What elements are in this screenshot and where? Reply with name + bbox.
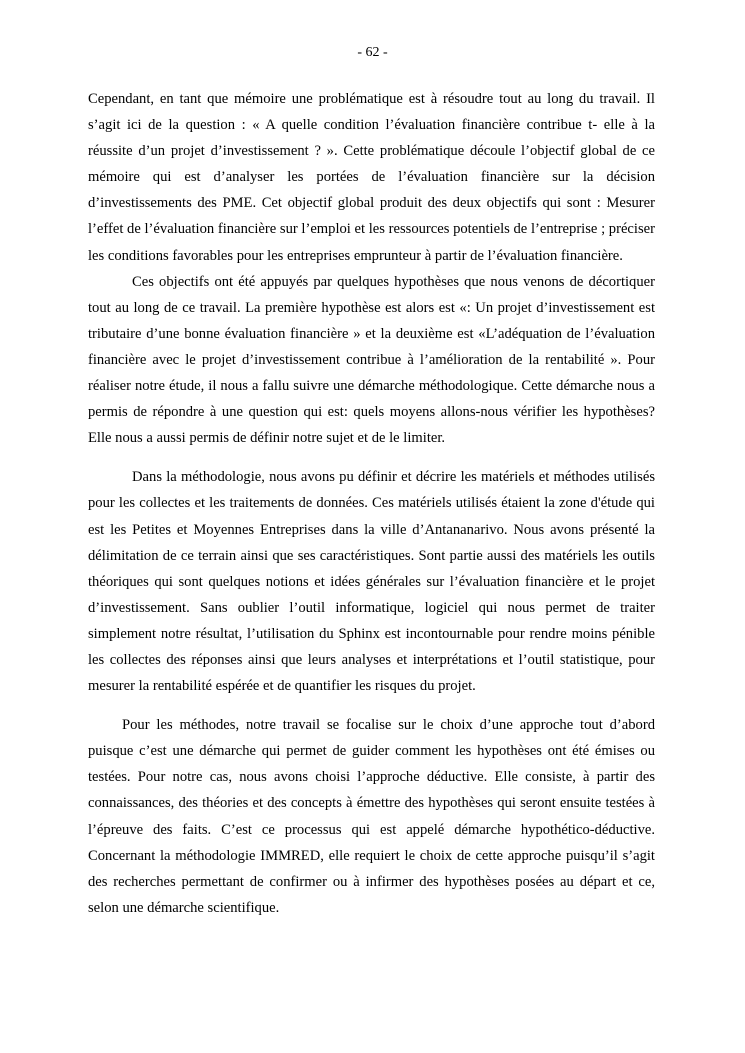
paragraph-problematique: Cependant, en tant que mémoire une problématique est à résoudre tout au long du travail. Il s’agit ici de la question : « A quelle condition l’évaluation financière contribue t- elle à la réussite d’un projet d’investissement ? ». Cette problématique découle l’objectif global de ce mémoire qui est d’analyser les portées de l’évaluation financière sur la décision d’investissements des PME. Cet objectif global produit des deux objectifs qui sont : Mesurer l’effet de l’évaluation financière sur l’emploi et les ressources potentiels de l’entreprise ; préciser les conditions favorables pour les entreprises emprunteur à partir de l’évaluation financière.: [88, 91, 655, 264]
paragraph-hypotheses: Ces objectifs ont été appuyés par quelques hypothèses que nous venons de décortiquer tout au long de ce travail. La première hypothèse est alors est «: Un projet d’investissement est tributaire d’une bonne évaluation financière » et la deuxième est «L’adéquation de l’évaluation financière avec le projet d’investissement contribue à l’amélioration de la rentabilité ». Pour réaliser notre étude, il nous a fallu suivre une démarche méthodologique. Cette démarche nous a permis de répondre à une question qui est: quels moyens allons-nous vérifier les hypothèses? Elle nous a aussi permis de définir notre sujet et de le limiter.: [88, 273, 655, 447]
body-text: [88, 86, 655, 921]
page-number: - 62 -: [357, 45, 388, 60]
paragraph-methodes: Pour les méthodes, notre travail se focalise sur le choix d’une approche tout d’abord puisque c’est une démarche qui permet de guider comment les hypothèses ont été émises ou testées. Pour notre cas, nous avons choisi l’approche déductive. Elle consiste, à partir des connaissances, des théories et des concepts à émettre des hypothèses qui seront ensuite testées à l’épreuve des faits. C’est ce processus qui est appelé démarche hypothético-déductive. Concernant la méthodologie IMMRED, elle requiert le choix de cette approche puisqu’il s’agit des recherches permettant de confirmer ou à infirmer des hypothèses posées au départ et ce, selon une démarche scientifique.: [88, 717, 655, 916]
paragraph-methodologie: Dans la méthodologie, nous avons pu définir et décrire les matériels et méthodes utilisés pour les collectes et les traitements de données. Ces matériels utilisés étaient la zone d'étude qui est les Petites et Moyennes Entreprises dans la ville d’Antananarivo. Nous avons présenté la délimitation de ce terrain ainsi que ses caractéristiques. Sont partie aussi des matériels les outils théoriques qui sont quelques notions et idées générales sur l’évaluation financière et le projet d’investissement. Sans oublier l’outil informatique, logiciel qui nous permet de traiter simplement notre résultat, l’utilisation du Sphinx est incontournable pour rendre moins pénible les collectes des réponses ainsi que leurs analyses et interprétations et l’outil statistique, pour mesurer la rentabilité espérée et de quantifier les risques du projet.: [88, 469, 655, 695]
